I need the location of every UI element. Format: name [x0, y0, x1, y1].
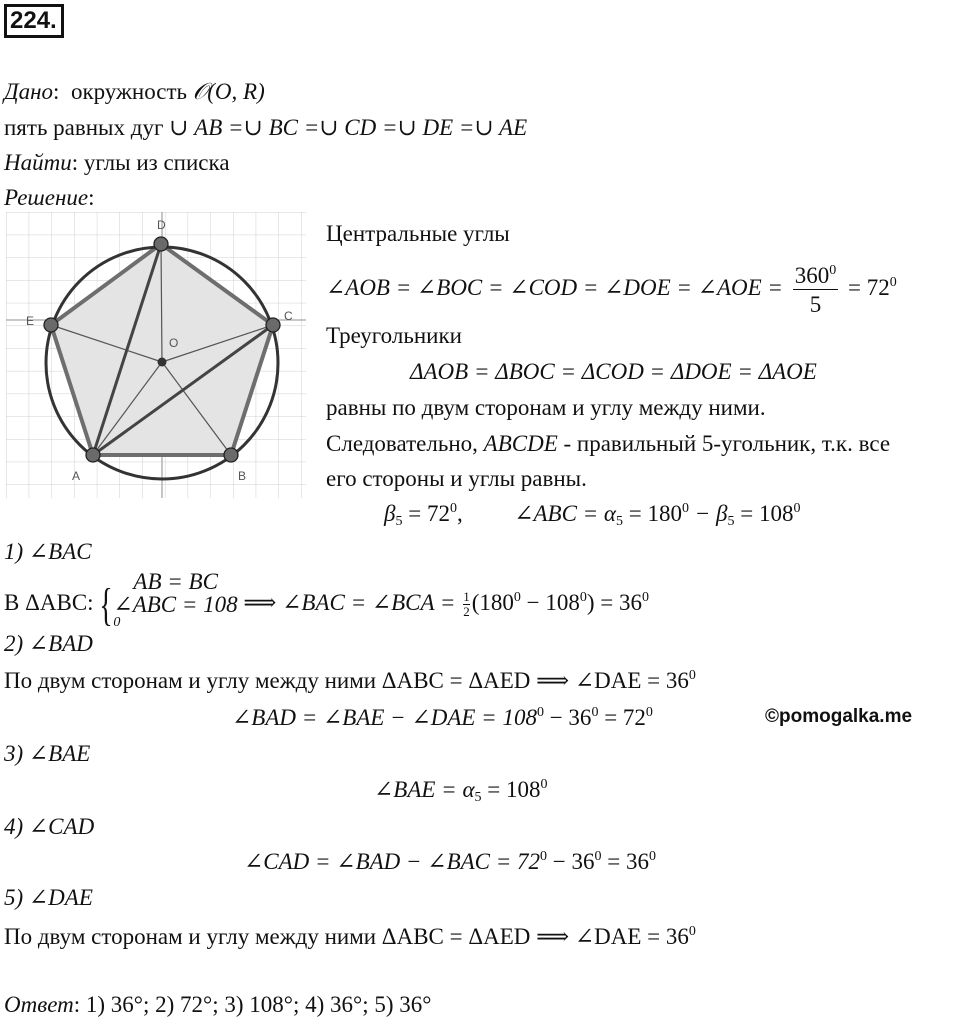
triangles-eq-text: ΔAOB = ΔBOC = ΔCOD = ΔDOE = ΔAOE — [410, 359, 817, 384]
find-label: Найти — [4, 150, 72, 175]
given-label: Дано — [4, 79, 54, 104]
step-3-eq — [374, 777, 548, 805]
sup: 0 — [829, 262, 837, 278]
problem-number: 224. — [4, 4, 64, 38]
step-5-line — [4, 925, 696, 948]
abc-alpha: ∠ABC = α — [514, 501, 617, 526]
s3-eq2: = 108 — [487, 777, 541, 802]
central-eq: ∠AOB = ∠BOC = ∠COD = ∠DOE = ∠AOE = — [326, 275, 783, 300]
s2-eq3: = 72 — [604, 705, 646, 730]
find-text: : углы из списка — [71, 150, 230, 175]
given-line-2 — [4, 116, 527, 139]
sup: 0 — [540, 849, 548, 864]
central-result: = 72 — [847, 275, 890, 300]
sup: 0 — [688, 668, 696, 683]
step-4-title — [4, 815, 94, 838]
half-den: 2 — [463, 604, 470, 619]
label-a: A — [72, 469, 81, 483]
s2-title: 2) ∠BAD — [4, 631, 93, 656]
s4-eq: ∠CAD = ∠BAD − ∠BAC = 72 — [244, 849, 541, 874]
given-arcs-prefix: пять равных дуг — [4, 115, 164, 140]
given-circle: 𝒪(O, R) — [192, 79, 265, 104]
triangles-heading: Треугольники — [326, 323, 462, 348]
sup: 0 — [113, 615, 121, 630]
sup: 0 — [579, 589, 587, 605]
label-o: O — [169, 336, 179, 350]
find-line — [4, 151, 230, 174]
sub: 5 — [474, 790, 482, 805]
sup: 0 — [513, 589, 521, 605]
s1-system — [113, 570, 237, 639]
s4-title: 4) ∠CAD — [4, 814, 95, 839]
step-5-title — [4, 886, 93, 909]
triangles-reason: равны по двум сторонам и углу между ними. — [326, 395, 766, 420]
step-2-eq — [232, 706, 653, 729]
label-b: B — [238, 469, 247, 483]
solution-label: Решение — [4, 185, 89, 210]
answer-text: : 1) 36°; 2) 72°; 3) 108°; 4) 36°; 5) 36° — [73, 992, 432, 1017]
given-text: окружность — [70, 79, 188, 104]
center-point — [158, 358, 167, 367]
triangles-conclusion — [326, 432, 890, 455]
central-den: 5 — [809, 291, 822, 317]
sup: 0 — [591, 705, 599, 720]
s5-title: 5) ∠DAE — [4, 885, 93, 910]
s1-title: 1) ∠BAC — [4, 539, 92, 564]
central-heading: Центральные углы — [326, 221, 510, 246]
s2-eq2: − 36 — [549, 705, 592, 730]
abc-val: = 180 — [628, 501, 682, 526]
pentagon-figure — [6, 212, 306, 498]
sup: 0 — [682, 501, 689, 516]
step-3-title — [4, 742, 90, 765]
sub: 5 — [727, 514, 735, 529]
s1-tail3: ) = 36 — [586, 589, 642, 615]
half-num: 1 — [463, 589, 470, 605]
s5-line: По двум сторонам и углу между ними ΔABC = ΔAED ⟹ ∠DAE = 36 — [4, 924, 689, 949]
s1-sys1: AB = BC — [133, 569, 218, 594]
s4-eq2: − 36 — [552, 849, 595, 874]
label-c: C — [284, 309, 293, 323]
sup: 0 — [594, 849, 602, 864]
minus-beta: − β — [694, 501, 728, 526]
central-equation — [326, 260, 897, 316]
s3-title: 3) ∠BAE — [4, 741, 91, 766]
sup: 0 — [540, 777, 548, 792]
sup: 0 — [449, 501, 457, 516]
sup: 0 — [649, 849, 656, 864]
s3-eq: ∠BAE = α — [374, 777, 475, 802]
s1-tail: (180 — [471, 589, 514, 615]
watermark: ©pomogalka.me — [765, 706, 913, 727]
triangles-eq — [410, 360, 817, 383]
beta: β — [384, 501, 396, 526]
step-4-eq — [244, 850, 656, 873]
sup: 0 — [889, 275, 897, 290]
conclusion-var: ABCDE — [483, 431, 558, 456]
s2-line: По двум сторонам и углу между ними ΔABC = ΔAED ⟹ ∠DAE = 36 — [4, 668, 689, 693]
answer-label: Ответ — [4, 992, 74, 1017]
sup: 0 — [641, 589, 649, 605]
s4-eq3: = 36 — [607, 849, 649, 874]
sub: 5 — [395, 514, 403, 529]
half-fraction — [463, 590, 470, 618]
s2-eq: ∠BAD = ∠BAE − ∠DAE = 108 — [232, 705, 537, 730]
s1-sys2: ∠ABC = 108 — [113, 592, 238, 617]
solution-label-line: Решение: — [4, 185, 95, 210]
label-e: E — [26, 314, 35, 328]
central-fraction — [793, 264, 839, 316]
triangles-conclusion-2: его стороны и углы равны. — [326, 466, 587, 491]
step-2-line — [4, 669, 696, 692]
conclusion-post: - правильный 5-угольник, т.к. все — [563, 431, 891, 456]
s1-tail2: − 108 — [526, 589, 580, 615]
answer-line — [4, 993, 431, 1016]
sup: 0 — [793, 501, 801, 516]
minus-val: = 108 — [740, 501, 794, 526]
beta-val: = 72 — [408, 501, 450, 526]
s1-result: ⟹ ∠BAC = ∠BCA = — [243, 589, 456, 615]
sup: 0 — [645, 705, 653, 720]
beta-line: $\beta_5 = 72^0$, ∠ABC = $\alpha_5 = 180^0 - \beta_5 = 108^0$ — [384, 501, 801, 529]
step-2-title — [4, 632, 93, 655]
s1-prefix: В ΔABC: — [4, 589, 94, 615]
step-1-line — [4, 570, 649, 639]
brace: { — [99, 578, 114, 630]
sup: 0 — [536, 705, 544, 720]
step-1-title — [4, 540, 92, 563]
given-line-1: Дано: окружность 𝒪(O, R) — [4, 79, 265, 104]
label-d: D — [157, 218, 166, 232]
central-num: 360 — [794, 262, 830, 288]
sup: 0 — [688, 924, 696, 939]
given-arcs: ∪ AB =∪ BC =∪ CD =∪ DE =∪ AE — [169, 115, 528, 140]
s1-sys2-wrap — [113, 593, 237, 639]
conclusion-pre: Следовательно, — [326, 431, 478, 456]
sub: 5 — [616, 514, 624, 529]
